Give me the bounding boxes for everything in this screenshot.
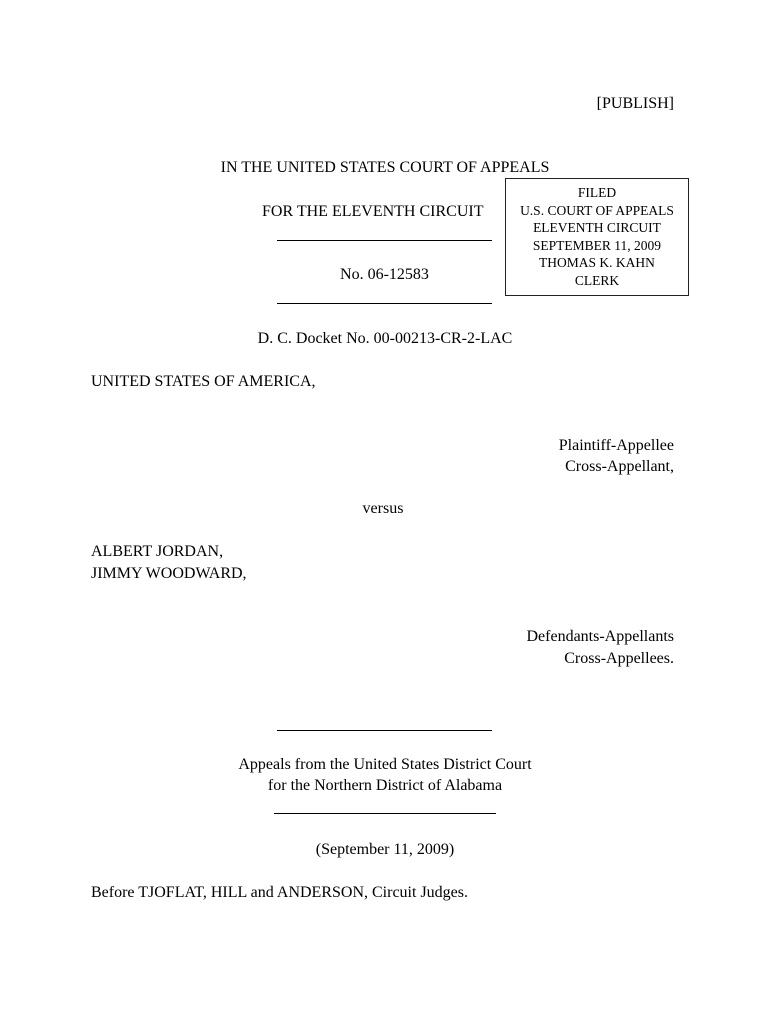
appeal-line-1: Appeals from the United States District Court	[238, 756, 532, 773]
court-title-line-1: IN THE UNITED STATES COURT OF APPEALS	[220, 159, 550, 176]
defendant-1: ALBERT JORDAN,	[91, 543, 224, 560]
separator-rule	[277, 240, 492, 241]
appeal-line-2: for the Northern District of Alabama	[267, 777, 503, 794]
separator-rule	[277, 303, 492, 304]
separator-rule	[274, 813, 496, 814]
plaintiff-role-2: Cross-Appellant,	[565, 458, 674, 475]
stamp-clerk-title: CLERK	[574, 272, 620, 288]
stamp-clerk-name: THOMAS K. KAHN	[539, 255, 655, 270]
panel-judges: Before TJOFLAT, HILL and ANDERSON, Circuit Judges.	[91, 884, 468, 901]
court-title-line-2: FOR THE ELEVENTH CIRCUIT	[262, 203, 484, 220]
publish-tag: [PUBLISH]	[596, 95, 674, 112]
stamp-filed: FILED	[577, 185, 617, 200]
decision-date: (September 11, 2009)	[315, 841, 455, 858]
versus-label: versus	[362, 500, 404, 517]
plaintiff-role-1: Plaintiff-Appellee	[558, 437, 674, 454]
case-number: No. 06-12583	[340, 266, 429, 283]
defendant-2: JIMMY WOODWARD,	[91, 565, 247, 582]
stamp-date: SEPTEMBER 11, 2009	[532, 237, 662, 253]
docket-number: D. C. Docket No. 00-00213-CR-2-LAC	[257, 330, 513, 347]
stamp-circuit: ELEVENTH CIRCUIT	[533, 220, 661, 235]
defendant-role-2: Cross-Appellees.	[564, 650, 674, 667]
filing-stamp	[505, 178, 689, 296]
plaintiff-name: UNITED STATES OF AMERICA,	[91, 373, 316, 390]
separator-rule	[277, 730, 492, 731]
stamp-court: U.S. COURT OF APPEALS	[520, 202, 674, 218]
defendant-role-1: Defendants-Appellants	[526, 628, 674, 645]
